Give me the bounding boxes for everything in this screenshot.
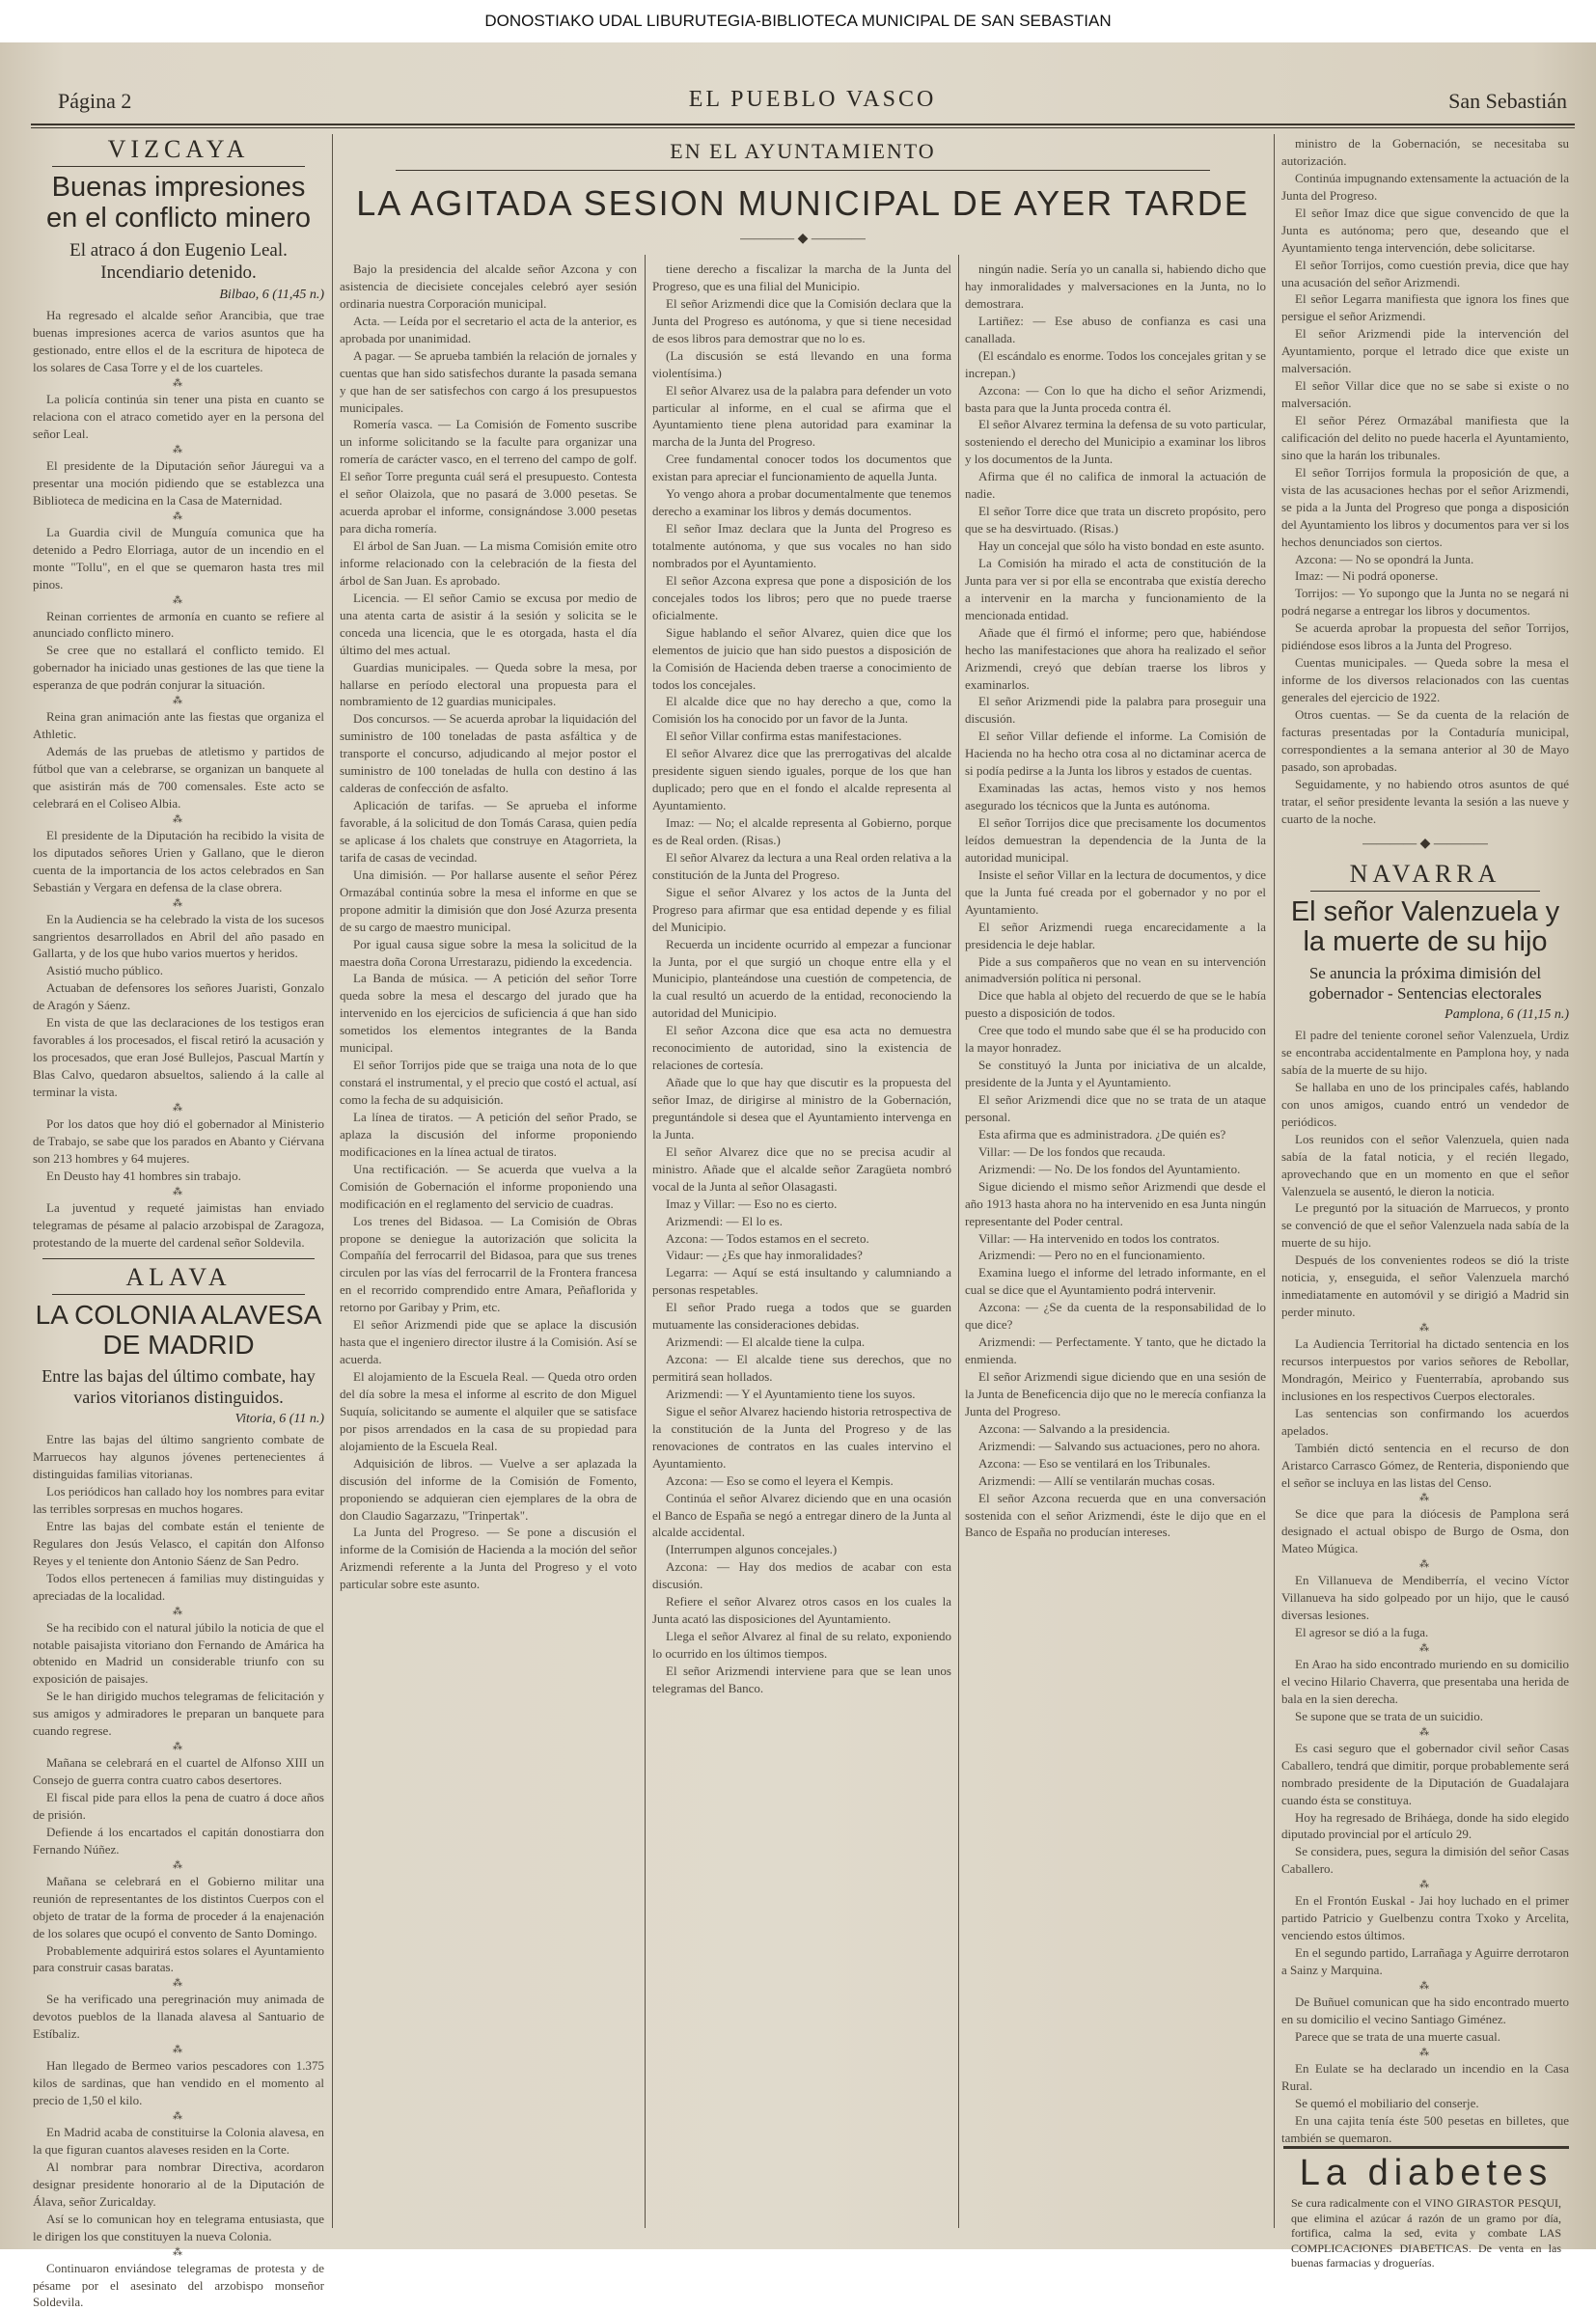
paragraph: El alcalde dice que no hay derecho a que, como la Comisión los ha conocido por un favor de la Junta. <box>652 694 951 727</box>
paragraph: En Madrid acaba de constituirse la Colonia alavesa, en la que figuran cuantos alaveses residen en la Corte. <box>33 2125 324 2157</box>
article-subhead: Entre las bajas del último combate, hay varios vitorianos distinguidos. <box>41 1366 316 1407</box>
stars-separator: ⁂ <box>1419 1559 1431 1571</box>
article-body <box>33 1431 324 2311</box>
paragraph: Acta. — Leída por el secretario el acta de la anterior, es aprobada por unanimidad. <box>340 313 637 345</box>
paragraph: El señor Arizmendi dice que no se trata de un ataque personal. <box>965 1092 1266 1124</box>
paragraph: Insiste el señor Villar en la lectura de documentos, y dice que la Junta fué creada por el gobernador y no por el Ayuntamiento. <box>965 867 1266 917</box>
paragraph: En Deusto hay 41 hombres sin trabajo. <box>46 1168 241 1183</box>
ad-title: La diabetes <box>1299 2153 1554 2193</box>
paragraph: Los periódicos han callado hoy los nombres para evitar las terribles sorpresas en muchos hogares. <box>33 1484 324 1516</box>
divider <box>1310 891 1540 892</box>
paragraph: Azcona: — No se opondrá la Junta. <box>1295 551 1474 566</box>
paragraph: Han llegado de Bermeo varios pescadores con 1.375 kilos de sardinas, que han vendido en el momento al precio de 1,50 el kilo. <box>33 2058 324 2108</box>
paragraph: El señor Arizmendi sigue diciendo que en una sesión de la Junta de Beneficencia dijo que no le merecía confianza la Junta del Progreso. <box>965 1369 1266 1418</box>
paragraph: El señor Torrijos, como cuestión previa, dice que hay una acusación del señor Arizmendi. <box>1281 257 1569 289</box>
paragraph: En Arao ha sido encontrado muriendo en su domicilio el vecino Hilario Chaverra, que presentaba una herida de bala en la sien derecha. <box>1281 1657 1569 1706</box>
paragraph: Se ha recibido con el natural júbilo la noticia de que el notable paisajista vitoriano don Fernando de Amárica ha obtenido en Madrid un considerable triunfo con su exposición de paisajes. <box>33 1619 324 1687</box>
paragraph: Azcona: — El alcalde tiene sus derechos, que no permitirá sean hollados. <box>652 1352 951 1384</box>
article-headline: Buenas impresiones en el conflicto minero <box>45 172 312 234</box>
stars-separator: ⁂ <box>173 1186 184 1197</box>
paragraph: Así se lo comunican hoy en telegrama entusiasta, que le dirigen los que constituyen la nueva Colonia. <box>33 2211 324 2243</box>
paragraph: El agresor se dió a la fuga. <box>1295 1625 1429 1640</box>
stars-separator: ⁂ <box>173 1606 184 1617</box>
paragraph: En Villanueva de Mendiberría, el vecino Víctor Villanueva ha sido golpeado por un hijo, que le causó diversas lesiones. <box>1281 1573 1569 1623</box>
paragraph: El señor Alvarez da lectura a una Real orden relativa a la constitución de la Junta del Progreso. <box>652 849 951 882</box>
paragraph: Dice que habla al objeto del recuerdo de que se le había puesto a disposición de todos. <box>965 988 1266 1021</box>
paragraph: El señor Pérez Ormazábal manifiesta que la calificación del delito no puede hacerla el Ayuntamiento, sino que la harán los tribunales. <box>1281 413 1569 462</box>
paragraph: Se cree que no estallará el conflicto temido. El gobernador ha iniciado unas gestiones de las que tiene la esperanza de que podrán conjurar la situación. <box>33 643 324 693</box>
paragraph: Continúa impugnando extensamente la actuación de la Junta del Progreso. <box>1281 170 1569 203</box>
article-subhead: El atraco á don Eugenio Leal. Incendiario detenido. <box>69 239 288 283</box>
running-head <box>58 87 1567 122</box>
ayuntamiento-header <box>338 135 1268 255</box>
paragraph: Recuerda un incidente ocurrido al empezar a funcionar la Junta, por el que surgió un choque entre ella y el Municipio, planteándose una cuestión de competencia, de la cual resultó un acuerdo de la entidad, reconociendo la autoridad del Municipio. <box>652 936 951 1021</box>
paragraph: La Junta del Progreso. — Se pone a discusión el informe de la Comisión de Hacienda a la moción del señor Arizmendi referente a la Junta del Progreso y el voto particular sobre este asunto. <box>340 1525 637 1592</box>
section-title: NAVARRA <box>1349 859 1501 888</box>
paragraph: La Banda de música. — A petición del señor Torre queda sobre la mesa el descargo del jurado que ha intervenido en los ejercicios de suficiencia á que han sido sometidos los elementos integrantes de la Banda municipal. <box>340 971 637 1056</box>
paragraph: Arizmendi: — Pero no en el funcionamiento. <box>978 1248 1206 1263</box>
paragraph: Azcona: — Todos estamos en el secreto. <box>666 1230 869 1246</box>
paragraph: Se hallaba en uno de los principales cafés, hablando con unos amigos, cuando entró un vendedor de periódicos. <box>1281 1079 1569 1129</box>
paragraph: Le preguntó por la situación de Marruecos, y pronto se convenció de que el señor Valenzuela nada sabía de la muerte de su hijo. <box>1281 1200 1569 1251</box>
city-label: San Sebastián <box>1448 89 1567 113</box>
paragraph: Por igual causa sigue sobre la mesa la solicitud de la maestra doña Corona Urrestarazu, pidiendo la excedencia. <box>340 936 637 969</box>
paragraph: Arizmendi: — Perfectamente. Y tanto, que he dictado la enmienda. <box>965 1334 1266 1367</box>
paragraph: Sigue hablando el señor Alvarez, quien dice que los elementos de juicio que han sido puestos a disposición de la Comisión de Hacienda deben traerse a conocimiento de todos los concejales. <box>652 624 951 692</box>
paragraph: Se constituyó la Junta por iniciativa de un alcalde, presidente de la Junta y el Ayuntamiento. <box>965 1058 1266 1090</box>
paragraph: Esta afirma que es administradora. ¿De quién es? <box>978 1126 1226 1142</box>
paragraph: El señor Arizmendi dice que la Comisión declara que la Junta del Progreso es autónoma, y que si tiene necesidad de esos libros para demostrar que no lo es. <box>652 295 951 345</box>
paragraph: El señor Prado ruega a todos que se guarden mutuamente las consideraciones debidas. <box>652 1300 951 1333</box>
paragraph: Otros cuentas. — Se da cuenta de la relación de facturas presentadas por la Contaduría municipal, correspondientes a la semana anterior al 30 de Mayo pasado, son aprobadas. <box>1281 706 1569 774</box>
paragraph: El señor Torrijos dice que precisamente los documentos leídos demuestran la dependencia de la Junta de la autoridad municipal. <box>965 815 1266 865</box>
paragraph: Al nombrar para nombrar Directiva, acordaron designar presidente honorario al de la Diputación de Álava, señor Zuricalday. <box>33 2159 324 2209</box>
masthead: EL PUEBLO VASCO <box>688 87 937 112</box>
paragraph: Reinan corrientes de armonía en cuanto se refiere al anunciado conflicto minero. <box>33 608 324 641</box>
paragraph: El señor Alvarez dice que no se precisa acudir al ministro. Añade que el alcalde señor Zaragüeta nombró vocal de la Junta al señor Olasagasti. <box>652 1143 951 1194</box>
paragraph: Legarra: — Aquí se está insultando y calumniando a personas respetables. <box>652 1265 951 1298</box>
paragraph: Hay un concejal que sólo ha visto bondad en este asunto. <box>978 538 1265 553</box>
stars-separator: ⁂ <box>173 378 184 390</box>
paragraph: El presidente de la Diputación señor Jáuregui va a presentar una moción pidiendo que se establezca una Biblioteca de medicina en la Casa de Maternidad. <box>33 457 324 508</box>
paragraph: Continúa el señor Alvarez diciendo que en una ocasión el Banco de España se negó a entregar dinero de la Junta al alcalde accidental. <box>652 1490 951 1540</box>
dateline: Bilbao, 6 (11,45 n.) <box>219 288 324 303</box>
paragraph: El señor Arizmendi pide que se aplace la discusión hasta que el ingeniero director ilustre á la Comisión. Así se acuerda. <box>340 1317 637 1367</box>
paragraph: Una rectificación. — Se acuerda que vuelva a la Comisión de Gobernación el informe proponiendo una modificación en el reglamento del servicio de cuadras. <box>340 1161 637 1211</box>
paragraph: Imaz: — Ni podrá oponerse. <box>1295 568 1439 584</box>
left-column <box>33 135 324 2310</box>
navarra-article <box>1281 860 1569 2147</box>
stars-separator: ⁂ <box>1419 1643 1431 1654</box>
paragraph: Se ha verificado una peregrinación muy animada de devotos pueblos de la llanada alavesa al Santuario de Estíbaliz. <box>33 1992 324 2042</box>
paragraph: Azcona: — Con lo que ha dicho el señor Arizmendi, basta para que la Junta proceda contra él. <box>965 382 1266 415</box>
paragraph: En el segundo partido, Larrañaga y Aguirre derrotaron a Sainz y Marquina. <box>1281 1945 1569 1977</box>
article-body <box>1281 1027 1569 2146</box>
stars-separator: ⁂ <box>1419 1880 1431 1891</box>
stars-separator: ⁂ <box>1419 1726 1431 1738</box>
paragraph: Azcona: — Eso se ventilará en los Tribunales. <box>978 1455 1211 1471</box>
paragraph: El señor Arizmendi ruega encarecidamente a la presidencia le deje hablar. <box>965 919 1266 951</box>
paragraph: Azcona: — ¿Se da cuenta de la responsabilidad de lo que dice? <box>965 1300 1266 1333</box>
paragraph: Además de las pruebas de atletismo y partidos de fútbol que van a celebrarse, se organizan un banquete al que asistirán más de 700 comensales. Este acto se celebrará en el Coliseo Albia. <box>33 744 324 811</box>
article-headline: El señor Valenzuela y la muerte de su hijo <box>1290 895 1560 958</box>
paragraph: El señor Villar defiende el informe. La Comisión de Hacienda no ha hecho otra cosa al no dictaminar acerca de si podía pedirse a la Junta los libros y estados de cuentas. <box>965 729 1266 779</box>
paragraph: Arizmendi: — Allí se ventilarán muchas cosas. <box>978 1472 1216 1488</box>
paragraph: Afirma que él no califica de inmoral la actuación de nadie. <box>965 469 1266 502</box>
stars-separator: ⁂ <box>173 696 184 707</box>
paragraph: Actuaban de defensores los señores Juaristi, Gonzalo de Aragón y Sáenz. <box>33 980 324 1013</box>
section-title: VIZCAYA <box>107 135 250 163</box>
paragraph: Sigue el señor Alvarez haciendo historia retrospectiva de la constitución de la Junta del Progreso y de las renovaciones de contratos en las cuales intervino el Ayuntamiento. <box>652 1403 951 1471</box>
newspaper-page <box>0 42 1596 2310</box>
paragraph: Es casi seguro que el gobernador civil señor Casas Caballero, tendrá que dimitir, porque probablemente será nombrado presidente de la Diputación de Guadalajara cuando ésta se constituya. <box>1281 1740 1569 1807</box>
paragraph: (El escándalo es enorme. Todos los concejales gritan y se increpan.) <box>965 347 1266 380</box>
paragraph: Defiende á los encartados el capitán donostiarra don Fernando Núñez. <box>33 1824 324 1857</box>
stars-separator: ⁂ <box>1419 2047 1431 2058</box>
paragraph: Examinadas las actas, hemos visto y nos hemos asegurado los técnicos que la Junta es autónoma. <box>965 781 1266 813</box>
column-rule <box>1274 134 1275 2228</box>
archive-banner: DONOSTIAKO UDAL LIBURUTEGIA-BIBLIOTECA MUNICIPAL DE SAN SEBASTIAN <box>0 0 1596 42</box>
stars-separator: ⁂ <box>173 1742 184 1753</box>
paragraph: El señor Arizmendi pide la palabra para proseguir una discusión. <box>965 694 1266 727</box>
paragraph: El árbol de San Juan. — La misma Comisión emite otro informe relacionado con la celebración de la fiesta del árbol de San Juan. Es aprobado. <box>340 538 637 588</box>
paragraph: Yo vengo ahora a probar documentalmente que tenemos derecho a examinar los libros y demás documentos. <box>652 486 951 519</box>
paragraph: Adquisición de libros. — Vuelve a ser aplazada la discusión del informe de la Comisión de Fomento, proponiendo se adquieran cien ejemplares de la obra de don Claudio Sagarzazu, "Trinpertak". <box>340 1455 637 1523</box>
paragraph: Romería vasca. — La Comisión de Fomento suscribe un informe solicitando se la faculte para organizar una romería de carácter vasco, en el terreno del campo de golf. El señor Torre pregunta cuál será el presupuesto. Contesta el señor Olaizola, que no pasará de 3.000 pesetas. Se acuerda aprobar el informe, consignándose 3.000 pesetas para dicha romería. <box>340 417 637 536</box>
paragraph: tiene derecho a fiscalizar la marcha de la Junta del Progreso, que es una filial del Municipio. <box>652 261 951 293</box>
column-rule <box>332 134 333 2228</box>
paragraph: Continuaron enviándose telegramas de protesta y de pésame por el asesinato del arzobispo monseñor Soldevila. <box>33 2260 324 2310</box>
paragraph: Los trenes del Bidasoa. — La Comisión de Obras propone se deniegue la autorización que solicita la Compañía del ferrocarril del Bidasoa, para que sus trenes circulen por las vías del ferrocarril de la Frontera francesa en el recorrido comprendido entre Amara, Peñaflorida y retorno por Garibay y Prim, etc. <box>340 1213 637 1315</box>
paragraph: Después de los convenientes rodeos se dió la triste noticia, y, enseguida, el señor Valenzuela marchó inmediatamente en automóvil y se dirigió a Madrid sin perder minuto. <box>1281 1252 1569 1320</box>
stars-separator: ⁂ <box>173 897 184 909</box>
article-headline: LA COLONIA ALAVESA DE MADRID <box>35 1300 322 1361</box>
section-divider <box>42 1258 315 1259</box>
paragraph: Parece que se trata de una muerte casual. <box>1295 2028 1500 2044</box>
paragraph: El fiscal pide para ellos la pena de cuatro á doce años de prisión. <box>33 1790 324 1822</box>
head-rule <box>31 124 1575 125</box>
divider <box>52 1294 305 1295</box>
paragraph: Imaz y Villar: — Eso no es cierto. <box>666 1196 838 1211</box>
paragraph: Se considera, pues, segura la dimisión del señor Casas Caballero. <box>1281 1844 1569 1877</box>
stars-separator: ⁂ <box>173 1978 184 1990</box>
paragraph: En el Frontón Euskal - Jai hoy luchado en el primer partido Patricio y Guelbenzu contra Txoko y Arcelita, venciendo estos últimos. <box>1281 1893 1569 1943</box>
paragraph: Arizmendi: — Salvando sus actuaciones, pero no ahora. <box>978 1438 1261 1453</box>
paragraph: En vista de que las declaraciones de los testigos eran favorables á los procesados, el fiscal retiró la acusación y los procesados, que eran José Bullejos, Pascual Martín y Blas Calvo, quedaron absueltos, saliendo á la calle al terminar la vista. <box>33 1015 324 1099</box>
paragraph: Pide a sus compañeros que no vean en su intervención animadversión política ni personal. <box>965 953 1266 986</box>
paragraph: Cree que todo el mundo sabe que él se ha producido con la mayor honradez. <box>965 1023 1266 1056</box>
paragraph: Probablemente adquirirá estos solares el Ayuntamiento para construir casas baratas. <box>33 1942 324 1975</box>
paragraph: El señor Legarra manifiesta que ignora los fines que persigue el señor Arizmendi. <box>1281 291 1569 324</box>
paragraph: El señor Imaz dice que sigue convencido de que la Junta es autónoma; pero que, deseando que el Ayuntamiento tenga intervención, debe solicitarse. <box>1281 205 1569 255</box>
paragraph: El señor Azcona recuerda que en una conversación sostenida con el señor Arizmendi, éste le dijo que en el Banco de España no producían intereses. <box>965 1490 1266 1540</box>
paragraph: La línea de tiratos. — A petición del señor Prado, se aplaza la discusión del informe proponiendo modificaciones en la línea actual de tiratos. <box>340 1109 637 1159</box>
stars-separator: ⁂ <box>1419 1493 1431 1504</box>
ayuntamiento-column-2 <box>652 261 951 2234</box>
ornament: ———— ◆ ———— <box>1362 836 1488 851</box>
paragraph: Reina gran animación ante las fiestas que organiza el Athletic. <box>33 709 324 742</box>
paragraph: Los reunidos con el señor Valenzuela, quien nada sabía de la fatal noticia, y el recién llegado, aprovechando que en un momento en que el señor Valenzuela se ausentó, le dieron la noticia. <box>1281 1131 1569 1198</box>
section-title: ALAVA <box>125 1263 232 1292</box>
paragraph: Seguidamente, y no habiendo otros asuntos de qué tratar, el señor presidente levanta la sesión a las nueve y cuarto de la noche. <box>1281 776 1569 826</box>
section-kicker: EN EL AYUNTAMIENTO <box>670 139 936 163</box>
divider <box>396 170 1210 171</box>
paragraph: El alojamiento de la Escuela Real. — Queda otro orden del día sobre la mesa el informe al escrito de don Miguel Suquía, solicitando se aumente el alquiler que se satisface por pisos arrendados en la casa de su propiedad para alojamiento de la Escuela Real. <box>340 1369 637 1453</box>
stars-separator: ⁂ <box>173 2111 184 2123</box>
paragraph: Se quemó el mobiliario del conserje. <box>1295 2095 1479 2110</box>
paragraph: La Comisión ha mirado el acta de constitución de la Junta para ver si por ella se encontraba que existía derecho a intervenir en la marcha y funcionamiento de la mencionada entidad. <box>965 555 1266 622</box>
paragraph: Lartiñez: — Ese abuso de confianza es casi una canallada. <box>965 313 1266 345</box>
dateline: Pamplona, 6 (11,15 n.) <box>1445 1007 1569 1023</box>
paragraph: El presidente de la Diputación ha recibido la visita de los diputados señores Urien y Gallano, que le dieron cuenta de la importancia de los actos celebrados en San Sebastián y Vergara en defensa de la clase obrera. <box>33 827 324 894</box>
paragraph: Azcona: — Eso se como el leyera el Kempis. <box>666 1472 894 1488</box>
paragraph: El señor Torrijos formula la proposición de que, a vista de las acusaciones hechas por el señor Arizmendi, se pida a la Junta del Progreso que ponga a disposición del Ayuntamiento los libros y documentos para ver si los hechos denunciados son ciertos. <box>1281 464 1569 549</box>
head-rule-thin <box>31 127 1575 128</box>
vizcaya-article <box>33 135 324 1251</box>
alava-article <box>33 1263 324 2311</box>
stars-separator: ⁂ <box>173 444 184 455</box>
paragraph: Asistió mucho público. <box>46 963 163 978</box>
paragraph: Azcona: — Hay dos medios de acabar con esta discusión. <box>652 1559 951 1592</box>
stars-separator: ⁂ <box>173 813 184 825</box>
paragraph: Se acuerda aprobar la propuesta del señor Torrijos, pidiéndose esos libros a la Junta del Progreso. <box>1281 620 1569 653</box>
paragraph: El señor Alvarez termina la defensa de su voto particular, sosteniendo el derecho del Municipio a examinar los libros y los documentos de la Junta. <box>965 417 1266 467</box>
paragraph: Cuentas municipales. — Queda sobre la mesa el informe de los diversos relacionados con las cuentas generales del ejercicio de 1922. <box>1281 655 1569 704</box>
paragraph: Examina luego el informe del letrado informante, en el cual se dice que el Ayuntamiento podrá intervenir. <box>965 1265 1266 1298</box>
dateline: Vitoria, 6 (11 n.) <box>234 1412 324 1427</box>
paragraph: La Audiencia Territorial ha dictado sentencia en los recursos interpuestos por varios señores de Rebollar, Mondragón, Meirico y Fuenterrabía, aprobando sus inclusiones en los respectivos Cuerpos electorales. <box>1281 1336 1569 1403</box>
paragraph: También dictó sentencia en el recurso de don Aristarco Carrasco Gómez, de Renteria, disponiendo que el señor se incluya en las listas del Censo. <box>1281 1440 1569 1490</box>
article-body <box>33 307 324 1251</box>
ayuntamiento-column-1 <box>340 261 637 2234</box>
paragraph: Sigue diciendo el mismo señor Arizmendi que desde el año 1913 hasta ahora no ha intervenido en esa Junta ningún representante del Poder central. <box>965 1178 1266 1228</box>
paragraph: Mañana se celebrará en el Gobierno militar una reunión de representantes de los distintos Cuerpos con el objeto de tratar de la forma de proceder á la enajenación de los solares que ocupó el convento de Santo Domingo. <box>33 1873 324 1940</box>
stars-separator: ⁂ <box>173 2246 184 2258</box>
paragraph: Ha regresado el alcalde señor Arancibia, que trae buenas impresiones acerca de varios asuntos que ha gestionado, entre ellos el de la escritura de hipoteca de los solares de Casa Torre y el de los cuarteles. <box>33 308 324 375</box>
stars-separator: ⁂ <box>1419 1323 1431 1334</box>
ayuntamiento-continuation <box>1281 135 1569 828</box>
paragraph: En la Audiencia se ha celebrado la vista de los sucesos sangrientos desarrollados en Abril del año pasado en Gallarta, y de los que hubo varios muertos y heridos. <box>33 911 324 961</box>
paragraph: Refiere el señor Alvarez otros casos en los cuales la Junta acató las disposiciones del Ayuntamiento. <box>652 1594 951 1627</box>
ornament: ———— ◆ ———— <box>740 231 866 246</box>
ad-text: Se cura radicalmente con el VINO GIRASTOR PESQUI, que elimina el azúcar á razón de un gramo por día, fortifica, calma la sed, evita y combate LAS COMPLICACIONES DIABETICAS. De venta en las buenas farmacias y droguerías. <box>1291 2196 1561 2270</box>
stars-separator: ⁂ <box>173 510 184 522</box>
stars-separator: ⁂ <box>173 594 184 606</box>
paragraph: El señor Torrijos pide que se traiga una nota de lo que constará el instrumental, y el precio que costó el actual, así como la fecha de su adquisición. <box>340 1058 637 1107</box>
paragraph: (La discusión se está llevando en una forma violentísima.) <box>652 347 951 380</box>
paragraph: El padre del teniente coronel señor Valenzuela, Urdiz se encontraba accidentalmente en Pamplona hoy, y nada sabía de la muerte de su hijo. <box>1281 1028 1569 1077</box>
paragraph: Azcona: — Salvando a la presidencia. <box>978 1420 1170 1436</box>
paragraph: Sigue el señor Alvarez y los actos de la Junta del Progreso para afirmar que esa entidad depende y es filial del Municipio. <box>652 884 951 934</box>
paragraph: Hoy ha regresado de Briháega, donde ha sido elegido diputado provincial por el artículo 29. <box>1281 1809 1569 1842</box>
paragraph: ministro de la Gobernación, se necesitaba su autorización. <box>1281 136 1569 168</box>
paragraph: El señor Imaz declara que la Junta del Progreso es totalmente autónoma, y que sus vocales no han sido nombrados por el Ayuntamiento. <box>652 521 951 570</box>
paragraph: En Eulate se ha declarado un incendio en la Casa Rural. <box>1281 2060 1569 2093</box>
stars-separator: ⁂ <box>1419 1980 1431 1992</box>
paragraph: La policía continúa sin tener una pista en cuanto se relaciona con el atraco cometido ayer en la persona del señor Leal. <box>33 392 324 441</box>
paragraph: Entre las bajas del combate están el teniente de Regulares don Jesús Velasco, el capitán don Alfonso Reyes y el teniente don Antonio Sáenz de San Pedro. <box>33 1518 324 1568</box>
paragraph: El señor Azcona expresa que pone a disposición de los concejales todos los libros; pero que no puede traerse oficialmente. <box>652 572 951 622</box>
paragraph: Cree fundamental conocer todos los documentos que existan para apreciar el funcionamiento de aquella Junta. <box>652 452 951 484</box>
paragraph: El señor Torre dice que trata un discreto propósito, pero que se ha desvirtuado. (Risas.) <box>965 504 1266 536</box>
paragraph: La juventud y requeté jaimistas han enviado telegramas de pésame al palacio arzobispal de Zaragoza, protestando de la muerte del cardenal señor Soldevila. <box>33 1199 324 1250</box>
right-column <box>1281 135 1569 2145</box>
diabetes-advertisement <box>1283 2146 1569 2270</box>
paragraph: Entre las bajas del último sangriento combate de Marruecos hay algunos jóvenes pertenecientes á distinguidas familias vitorianas. <box>33 1432 324 1482</box>
paragraph: De Buñuel comunican que ha sido encontrado muerto en su domicilio el vecino Santiago Giménez. <box>1281 1994 1569 2026</box>
paragraph: Todos ellos pertenecen á familias muy distinguidas y apreciadas de la localidad. <box>33 1570 324 1603</box>
stars-separator: ⁂ <box>173 2045 184 2056</box>
divider <box>52 166 305 167</box>
paragraph: Guardias municipales. — Queda sobre la mesa, por hallarse en período electoral una propuesta para el nombramiento de 12 guardias municipales. <box>340 659 637 709</box>
paragraph: Llega el señor Alvarez al final de su relato, exponiendo lo ocurrido en los últimos tiempos. <box>652 1629 951 1661</box>
ayuntamiento-column-3 <box>965 261 1266 2234</box>
paragraph: Se supone que se trata de un suicidio. <box>1295 1708 1483 1723</box>
paragraph: (Interrumpen algunos concejales.) <box>666 1542 838 1557</box>
paragraph: Villar: — De los fondos que recauda. <box>978 1143 1166 1159</box>
paragraph: Por los datos que hoy dió el gobernador al Ministerio de Trabajo, se sabe que los parados en Abanto y Ciérvana son 213 hombres y 64 mujeres. <box>33 1115 324 1166</box>
article-subhead: Se anuncia la próxima dimisión del gobernador - Sentencias electorales <box>1308 964 1542 1003</box>
paragraph: Una dimisión. — Por hallarse ausente el señor Pérez Ormazábal continúa sobre la mesa el informe en que se propone admitir la dimisión que don José Azurza presenta de su cargo de maestro municipal. <box>340 867 637 934</box>
paragraph: El señor Arizmendi interviene para que se lean unos telegramas del Banco. <box>652 1663 951 1695</box>
article-headline: LA AGITADA SESION MUNICIPAL DE AYER TARDE <box>356 183 1250 223</box>
paragraph: Arizmendi: — El alcalde tiene la culpa. <box>666 1334 866 1350</box>
paragraph: Licencia. — El señor Camio se excusa por medio de una atenta carta de asistir á la sesión y solicita se le conceda una licencia, que le es otorgada, hasta el día último del mes actual. <box>340 590 637 657</box>
paragraph: Añade que él firmó el informe; pero que, habiéndose hecho las manifestaciones que ahora ha realizado el señor Arizmendi, creyó que debían traerse los libros y examinarlos. <box>965 624 1266 692</box>
paragraph: Arizmendi: — Y el Ayuntamiento tiene los suyos. <box>666 1386 916 1401</box>
paragraph: Villar: — Ha intervenido en todos los contratos. <box>978 1230 1220 1246</box>
paragraph: Aplicación de tarifas. — Se aprueba el informe favorable, á la solicitud de don Tomás Carasa, quien pedía se aplicase á los chalets que construye en Atagorrieta, la tarifa de casas de vecindad. <box>340 798 637 865</box>
paragraph: Se dice que para la diócesis de Pamplona será designado el actual obispo de Burgo de Osma, don Mateo Múgica. <box>1281 1506 1569 1556</box>
paragraph: Vidaur: — ¿Es que hay inmoralidades? <box>666 1248 863 1263</box>
paragraph: Arizmendi: — El lo es. <box>666 1213 783 1228</box>
paragraph: Dos concursos. — Se acuerda aprobar la liquidación del suministro de 100 toneladas de pasta asfáltica y de transporte el concurso, adjudicando al mejor postor el suministro de 100 toneladas de hulla con destino á las calderas de confección de asfalto. <box>340 711 637 796</box>
paragraph: El señor Villar confirma estas manifestaciones. <box>666 729 902 744</box>
paragraph: El señor Alvarez dice que las prerrogativas del alcalde presidente siguen siendo iguales, porque de los que han duplicado; pero que en el fondo el alcalde representa al Ayuntamiento. <box>652 746 951 813</box>
paragraph: El señor Azcona dice que esa acta no demuestra reconocimiento de autoridad, sino la existencia de relaciones de cortesía. <box>652 1023 951 1073</box>
paragraph: Mañana se celebrará en el cuartel de Alfonso XIII un Consejo de guerra contra cuatro cabos desertores. <box>33 1755 324 1788</box>
column-rule <box>958 255 959 2228</box>
paragraph: El señor Villar dice que no se sabe si existe o no malversación. <box>1281 378 1569 411</box>
column-rule <box>645 255 646 2228</box>
paragraph: Añade que lo que hay que discutir es la propuesta del señor Imaz, de dirigirse al ministro de la Gobernación, preguntándole si desea que el Ayuntamiento intervenga en la Junta. <box>652 1075 951 1142</box>
paragraph: Se le han dirigido muchos telegramas de felicitación y sus amigos y admiradores le preparan un banquete para cuando regrese. <box>33 1689 324 1739</box>
paragraph: Imaz: — No; el alcalde representa al Gobierno, porque es de Real orden. (Risas.) <box>652 815 951 847</box>
page-number: Página 2 <box>58 89 132 113</box>
paragraph: ningún nadie. Sería yo un canalla si, habiendo dicho que hay inmoralidades y malversaciones en la Junta, no lo demostrara. <box>965 261 1266 311</box>
paragraph: A pagar. — Se aprueba también la relación de jornales y cuentas que han sido satisfechos durante la pasada semana y que han de ser satisfechos con cargo á los presupuestos municipales. <box>340 347 637 415</box>
paragraph: En una cajita tenía éste 500 pesetas en billetes, que también se quemaron. <box>1281 2112 1569 2145</box>
paragraph: El señor Alvarez usa de la palabra para defender un voto particular al informe, en el cual se afirma que el Ayuntamiento tiene plena autoridad para examinar la marcha de la Junta del Progreso. <box>652 382 951 450</box>
stars-separator: ⁂ <box>173 1859 184 1871</box>
paragraph: Torrijos: — Yo supongo que la Junta no se negará ni podrá negarse a entregar los libros y documentos. <box>1281 586 1569 619</box>
paragraph: Arizmendi: — No. De los fondos del Ayuntamiento. <box>978 1161 1241 1176</box>
paragraph: Las sentencias son confirmando los acuerdos apelados. <box>1281 1405 1569 1438</box>
paragraph: Bajo la presidencia del alcalde señor Azcona y con asistencia de diecisiete concejales celebró ayer sesión ordinaria nuestra Corporación municipal. <box>340 261 637 311</box>
paragraph: La Guardia civil de Munguía comunica que ha detenido a Pedro Elorriaga, autor de un incendio en el monte "Tollu", en el que se quemaron hasta tres mil pinos. <box>33 524 324 592</box>
paragraph: El señor Arizmendi pide la intervención del Ayuntamiento, porque el letrado dice que existe un malversación. <box>1281 326 1569 376</box>
stars-separator: ⁂ <box>173 1102 184 1114</box>
